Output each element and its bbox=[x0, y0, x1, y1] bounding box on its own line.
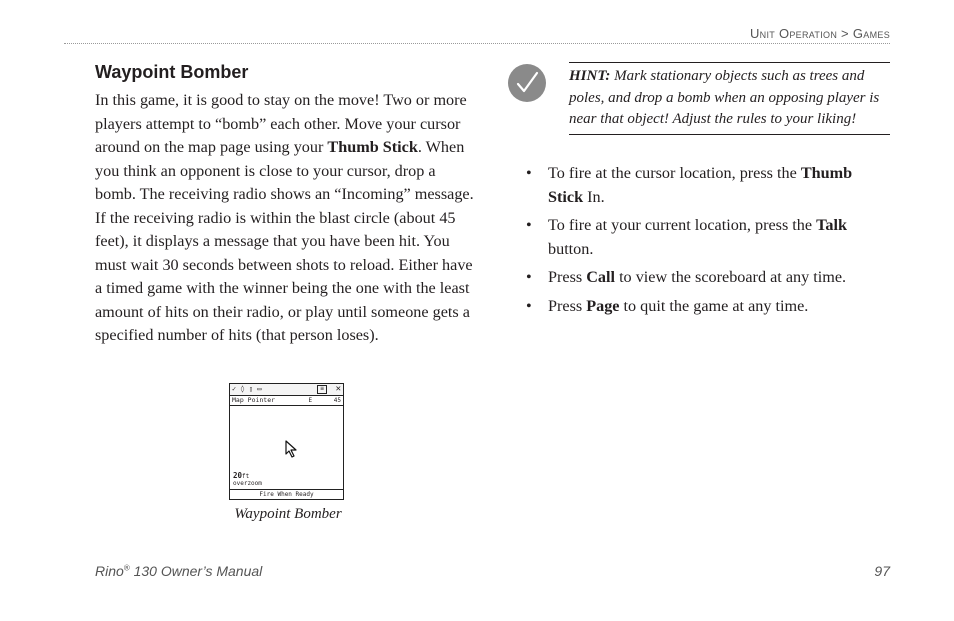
footer-manual-title: Rino® 130 Owner’s Manual bbox=[95, 563, 263, 579]
section-title: Waypoint Bomber bbox=[95, 62, 249, 82]
checkmark-circle-icon bbox=[507, 63, 547, 103]
fire-when-ready-button: Fire When Ready bbox=[230, 489, 343, 499]
list-item: • Press Call to view the scoreboard at any time. bbox=[526, 266, 890, 290]
list-item: • Press Page to quit the game at any time. bbox=[526, 295, 890, 319]
scale-label: overzoom bbox=[233, 480, 262, 487]
figure-caption: Waypoint Bomber bbox=[234, 506, 342, 522]
running-header bbox=[750, 26, 890, 41]
close-icon: ✕ bbox=[335, 384, 341, 394]
instruction-list bbox=[526, 162, 890, 323]
device-screenshot bbox=[229, 383, 344, 500]
header-divider bbox=[64, 43, 890, 44]
body-text-2: . When you think an opponent is close to your cursor, drop a bomb. The receiving radio shows an “Incoming” message. If the receiving radio is within the blast circle (about 45 feet), it displays a message that you have been hit. You must wait 30 seconds between shots to reload. Either have a timed game with the winner being the one with the least amount of hits on their radio, or play until someone gets a specified number of hits (that person loses). bbox=[95, 138, 474, 344]
device-screen-title: Map Pointer bbox=[232, 396, 276, 404]
menu-icon: ≡ bbox=[317, 385, 327, 394]
hint-body: Mark stationary objects such as trees and poles, and drop a bomb when an opposing player is near that object! Adjust the rules to your liking! bbox=[569, 68, 880, 127]
device-title-bar bbox=[230, 396, 343, 406]
breadcrumb-section: Unit Operation bbox=[749, 26, 838, 41]
scale-unit: ft bbox=[242, 473, 250, 480]
main-column bbox=[95, 62, 480, 348]
list-item: • To fire at your current location, press the Talk button. bbox=[526, 216, 848, 258]
hint-label: HINT: bbox=[569, 68, 611, 84]
breadcrumb-separator: > bbox=[841, 26, 849, 41]
bullet-glyph: • bbox=[526, 268, 532, 286]
breadcrumb-page: Games bbox=[852, 26, 890, 41]
status-icons: ✓ ◊ ▯ ▭ bbox=[232, 385, 262, 393]
device-coordinate: E 45 bbox=[308, 397, 341, 404]
map-scale bbox=[233, 472, 262, 487]
device-status-bar bbox=[230, 384, 343, 396]
body-text-1: In this game, it is good to stay on the move! Two or more players attempt to “bomb” each other. Move your cursor around on the map page using your bbox=[95, 91, 467, 156]
body-bold-term: Thumb Stick bbox=[327, 138, 418, 156]
bullet-glyph: • bbox=[526, 296, 532, 315]
arrow-cursor-icon bbox=[285, 440, 299, 458]
bullet-glyph: • bbox=[526, 164, 532, 182]
hint-box bbox=[569, 62, 890, 135]
bullet-glyph: • bbox=[526, 216, 532, 234]
scale-value: 20 bbox=[233, 471, 243, 480]
body-paragraph bbox=[95, 89, 480, 348]
hint-text bbox=[569, 66, 890, 131]
page-number: 97 bbox=[874, 563, 890, 579]
list-item: • To fire at the cursor location, press the Thumb Stick In. bbox=[526, 164, 853, 206]
